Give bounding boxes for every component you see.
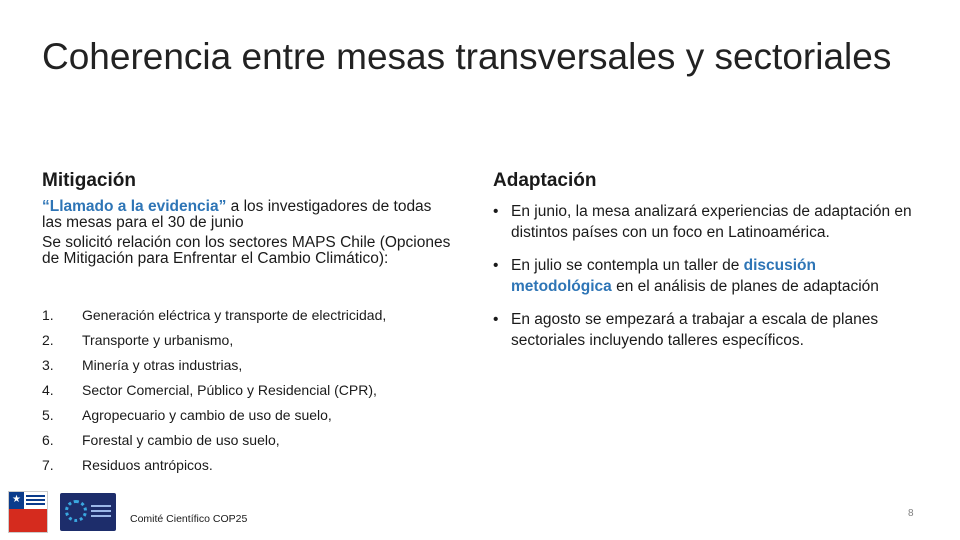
bullet-icon: •	[493, 257, 499, 274]
adaptacion-list	[493, 201, 913, 363]
evidence-call-paragraph	[42, 199, 452, 231]
list-item: • En agosto se empezará a trabajar a escala de planes sectoriales incluyendo talleres específicos.	[493, 311, 879, 349]
list-item: • En julio se contempla un taller de discusión metodológica en el análisis de planes de adaptación	[493, 257, 879, 295]
mitigacion-body	[42, 199, 452, 271]
sector-list	[42, 303, 462, 478]
list-item: 4. Sector Comercial, Público y Residencial (CPR),	[42, 382, 377, 398]
list-item: 2. Transporte y urbanismo,	[42, 332, 234, 348]
list-item: • En junio, la mesa analizará experiencias de adaptación en distintos países con un foco en Latinoamérica.	[493, 203, 912, 241]
methodology-highlight: discusión metodológica	[511, 257, 816, 295]
mitigacion-heading: Mitigación	[42, 170, 136, 191]
list-item: 7. Residuos antrópicos.	[42, 457, 213, 473]
cop25-logo-icon	[60, 493, 116, 531]
evidence-call-highlight: “Llamado a la evidencia”	[42, 198, 227, 215]
page-number: 8	[908, 508, 914, 519]
list-item: 6. Forestal y cambio de uso suelo,	[42, 432, 280, 448]
chile-government-logo-icon	[8, 491, 48, 533]
list-item: 5. Agropecuario y cambio de uso de suelo,	[42, 407, 332, 423]
maps-paragraph: Se solicitó relación con los sectores MAPS Chile (Opciones de Mitigación para Enfrentar el Cambio Climático):	[42, 234, 451, 267]
bullet-icon: •	[493, 311, 499, 328]
list-item: 1. Generación eléctrica y transporte de electricidad,	[42, 307, 387, 323]
star-icon: ★	[12, 494, 21, 505]
bullet-icon: •	[493, 203, 499, 220]
evidence-call-text: a los investigadores de todas las mesas para el 30 de junio	[42, 198, 432, 231]
list-item: 3. Minería y otras industrias,	[42, 357, 243, 373]
footer-label: Comité Científico COP25	[130, 513, 248, 525]
adaptacion-heading: Adaptación	[493, 170, 597, 191]
slide-title: Coherencia entre mesas transversales y sectoriales	[42, 36, 892, 77]
